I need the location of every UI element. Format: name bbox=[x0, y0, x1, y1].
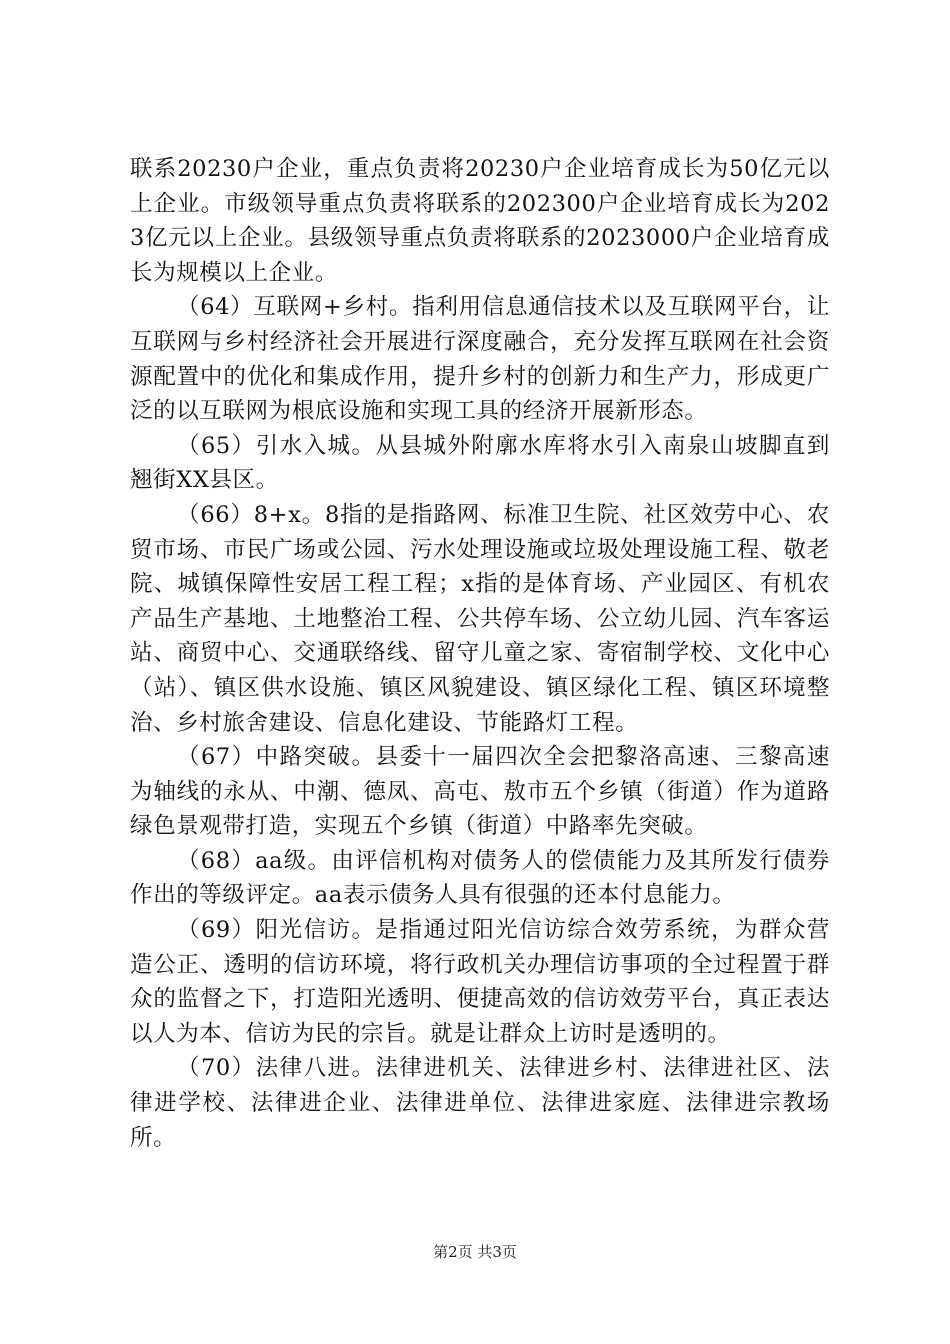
page-number-footer: 第2页 共3页 bbox=[433, 1243, 517, 1261]
paragraph-64: （64）互联网+乡村。指利用信息通信技术以及互联网平台，让互联网与乡村经济社会开展进行深度融合，充分发挥互联网在社会资源配置中的优化和集成作用，提升乡村的创新力和生产力，形成更广泛的以互联网为根底设施和实现工具的经济开展新形态。 bbox=[130, 294, 830, 425]
paragraph-70: （70）法律八进。法律进机关、法律进乡村、法律进社区、法律进学校、法律进企业、法律进单位、法律进家庭、法律进宗教场所。 bbox=[130, 1055, 830, 1151]
paragraph-67: （67）中路突破。县委十一届四次全会把黎洛高速、三黎高速为轴线的永从、中潮、德凤、高屯、敖市五个乡镇（街道）作为道路绿色景观带打造，实现五个乡镇（街道）中路率先突破。 bbox=[130, 744, 830, 840]
paragraph-continuation: 联系20230户企业，重点负责将20230户企业培育成长为50亿元以上企业。市级领导重点负责将联系的202300户企业培育成长为2023亿元以上企业。县级领导重点负责将联系的2023000户企业培育成长为规模以上企业。 bbox=[130, 156, 830, 286]
paragraph-66: （66）8+x。8指的是指路网、标准卫生院、社区效劳中心、农贸市场、市民广场或公园、污水处理设施或垃圾处理设施工程、敬老院、城镇保障性安居工程工程；x指的是体育场、产业园区、有机农产品生产基地、土地整治工程、公共停车场、公立幼儿园、汽车客运站、商贸中心、交通联络线、留守儿童之家、寄宿制学校、文化中心（站）、镇区供水设施、镇区风貌建设、镇区绿化工程、镇区环境整治、乡村旅舍建设、信息化建设、节能路灯工程。 bbox=[130, 501, 830, 736]
paragraph-68: （68）aa级。由评信机构对债务人的偿债能力及其所发行债券作出的等级评定。aa表示债务人具有很强的还本付息能力。 bbox=[130, 847, 830, 909]
paragraph-65: （65）引水入城。从县城外附廓水库将水引入南泉山坡脚直到翘街XX县区。 bbox=[130, 432, 830, 494]
paragraph-69: （69）阳光信访。是指通过阳光信访综合效劳系统，为群众营造公正、透明的信访环境，将行政机关办理信访事项的全过程置于群众的监督之下，打造阳光透明、便捷高效的信访效劳平台，真正表达以人为本、信访为民的宗旨。就是让群众上访时是透明的。 bbox=[130, 917, 830, 1047]
document-body bbox=[130, 152, 830, 1155]
